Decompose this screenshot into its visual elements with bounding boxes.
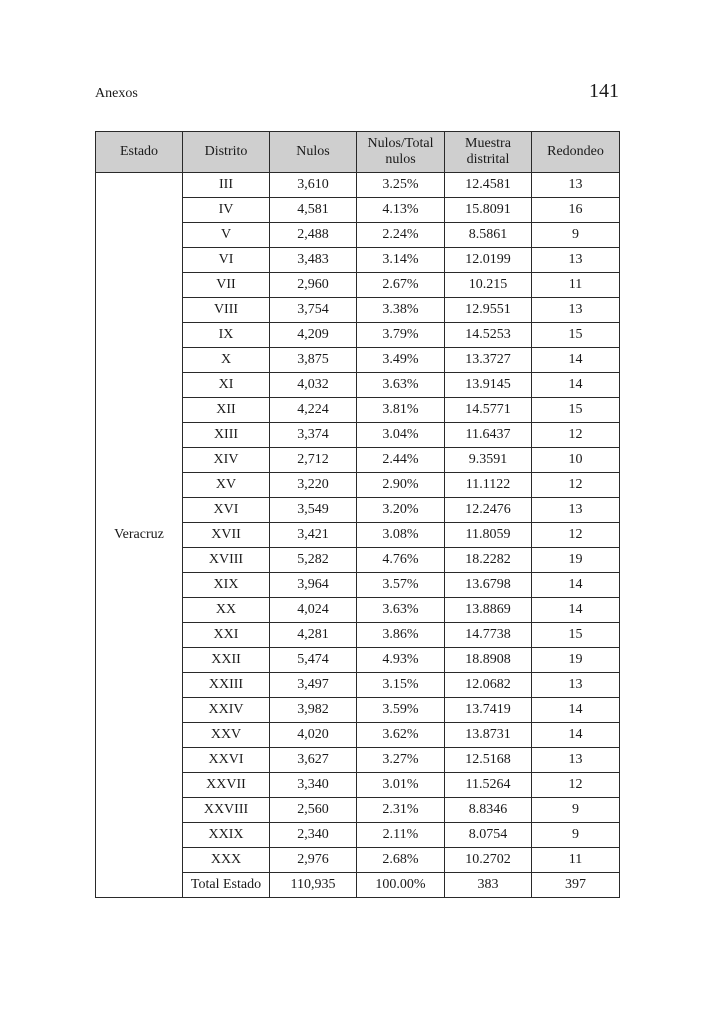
muestra-cell: 14.5253 bbox=[445, 323, 532, 348]
nulos-cell: 3,549 bbox=[270, 498, 357, 523]
distrito-cell: XXVIII bbox=[183, 798, 270, 823]
header-nulos-total: Nulos/Total nulos bbox=[357, 132, 445, 173]
page-number: 141 bbox=[589, 80, 619, 102]
porcentaje-cell: 2.31% bbox=[357, 798, 445, 823]
total-redondeo-cell: 397 bbox=[532, 873, 620, 898]
porcentaje-cell: 3.49% bbox=[357, 348, 445, 373]
muestra-cell: 12.9551 bbox=[445, 298, 532, 323]
distrito-cell: XII bbox=[183, 398, 270, 423]
nulos-cell: 4,224 bbox=[270, 398, 357, 423]
porcentaje-cell: 2.11% bbox=[357, 823, 445, 848]
header-nulos: Nulos bbox=[270, 132, 357, 173]
redondeo-cell: 13 bbox=[532, 173, 620, 198]
muestra-cell: 12.4581 bbox=[445, 173, 532, 198]
muestra-cell: 15.8091 bbox=[445, 198, 532, 223]
nulos-cell: 4,209 bbox=[270, 323, 357, 348]
redondeo-cell: 11 bbox=[532, 848, 620, 873]
distrito-cell: XI bbox=[183, 373, 270, 398]
muestra-cell: 13.8869 bbox=[445, 598, 532, 623]
nulos-cell: 3,220 bbox=[270, 473, 357, 498]
porcentaje-cell: 3.20% bbox=[357, 498, 445, 523]
distrito-cell: XXIX bbox=[183, 823, 270, 848]
redondeo-cell: 12 bbox=[532, 423, 620, 448]
muestra-cell: 12.0682 bbox=[445, 673, 532, 698]
porcentaje-cell: 2.68% bbox=[357, 848, 445, 873]
distrito-cell: XXVI bbox=[183, 748, 270, 773]
nulos-cell: 2,976 bbox=[270, 848, 357, 873]
distrito-cell: XX bbox=[183, 598, 270, 623]
distrito-cell: XVIII bbox=[183, 548, 270, 573]
nulos-cell: 3,497 bbox=[270, 673, 357, 698]
nulos-cell: 3,964 bbox=[270, 573, 357, 598]
redondeo-cell: 12 bbox=[532, 473, 620, 498]
distrito-cell: XXV bbox=[183, 723, 270, 748]
muestra-cell: 14.7738 bbox=[445, 623, 532, 648]
porcentaje-cell: 2.90% bbox=[357, 473, 445, 498]
porcentaje-cell: 3.59% bbox=[357, 698, 445, 723]
muestra-cell: 12.0199 bbox=[445, 248, 532, 273]
redondeo-cell: 10 bbox=[532, 448, 620, 473]
porcentaje-cell: 3.63% bbox=[357, 598, 445, 623]
nulos-cell: 5,474 bbox=[270, 648, 357, 673]
porcentaje-cell: 4.76% bbox=[357, 548, 445, 573]
porcentaje-cell: 2.67% bbox=[357, 273, 445, 298]
distrito-cell: X bbox=[183, 348, 270, 373]
porcentaje-cell: 2.44% bbox=[357, 448, 445, 473]
porcentaje-cell: 2.24% bbox=[357, 223, 445, 248]
muestra-cell: 13.6798 bbox=[445, 573, 532, 598]
porcentaje-cell: 4.13% bbox=[357, 198, 445, 223]
redondeo-cell: 9 bbox=[532, 223, 620, 248]
nulos-cell: 3,374 bbox=[270, 423, 357, 448]
redondeo-cell: 15 bbox=[532, 623, 620, 648]
porcentaje-cell: 3.14% bbox=[357, 248, 445, 273]
redondeo-cell: 13 bbox=[532, 298, 620, 323]
nulos-cell: 2,960 bbox=[270, 273, 357, 298]
header-redondeo: Redondeo bbox=[532, 132, 620, 173]
muestra-cell: 8.0754 bbox=[445, 823, 532, 848]
redondeo-cell: 12 bbox=[532, 773, 620, 798]
muestra-cell: 9.3591 bbox=[445, 448, 532, 473]
running-head: Anexos bbox=[95, 86, 138, 101]
nulos-cell: 3,754 bbox=[270, 298, 357, 323]
nulos-cell: 3,610 bbox=[270, 173, 357, 198]
nulos-cell: 2,488 bbox=[270, 223, 357, 248]
redondeo-cell: 9 bbox=[532, 798, 620, 823]
nulos-cell: 3,421 bbox=[270, 523, 357, 548]
porcentaje-cell: 3.63% bbox=[357, 373, 445, 398]
nulos-cell: 3,340 bbox=[270, 773, 357, 798]
nulos-cell: 3,627 bbox=[270, 748, 357, 773]
redondeo-cell: 14 bbox=[532, 573, 620, 598]
distrito-cell: XVI bbox=[183, 498, 270, 523]
muestra-cell: 14.5771 bbox=[445, 398, 532, 423]
distrito-cell: XVII bbox=[183, 523, 270, 548]
porcentaje-cell: 3.79% bbox=[357, 323, 445, 348]
table-row bbox=[96, 173, 620, 198]
muestra-cell: 11.6437 bbox=[445, 423, 532, 448]
redondeo-cell: 19 bbox=[532, 548, 620, 573]
distrito-cell: XIX bbox=[183, 573, 270, 598]
estado-cell: Veracruz bbox=[96, 173, 183, 898]
redondeo-cell: 12 bbox=[532, 523, 620, 548]
muestra-cell: 8.5861 bbox=[445, 223, 532, 248]
nulos-cell: 3,982 bbox=[270, 698, 357, 723]
distrito-cell: XIV bbox=[183, 448, 270, 473]
redondeo-cell: 14 bbox=[532, 598, 620, 623]
nulos-cell: 4,032 bbox=[270, 373, 357, 398]
redondeo-cell: 15 bbox=[532, 323, 620, 348]
porcentaje-cell: 3.27% bbox=[357, 748, 445, 773]
porcentaje-cell: 3.57% bbox=[357, 573, 445, 598]
distrito-cell: VI bbox=[183, 248, 270, 273]
distrito-cell: XXVII bbox=[183, 773, 270, 798]
distrito-cell: XXIV bbox=[183, 698, 270, 723]
redondeo-cell: 11 bbox=[532, 273, 620, 298]
muestra-cell: 10.215 bbox=[445, 273, 532, 298]
muestra-cell: 13.8731 bbox=[445, 723, 532, 748]
muestra-cell: 18.2282 bbox=[445, 548, 532, 573]
nulos-cell: 4,024 bbox=[270, 598, 357, 623]
muestra-cell: 10.2702 bbox=[445, 848, 532, 873]
distrito-cell: IX bbox=[183, 323, 270, 348]
muestra-cell: 11.1122 bbox=[445, 473, 532, 498]
distrito-cell: VII bbox=[183, 273, 270, 298]
muestra-cell: 11.8059 bbox=[445, 523, 532, 548]
redondeo-cell: 13 bbox=[532, 748, 620, 773]
nulos-cell: 4,581 bbox=[270, 198, 357, 223]
redondeo-cell: 13 bbox=[532, 248, 620, 273]
porcentaje-cell: 3.15% bbox=[357, 673, 445, 698]
redondeo-cell: 13 bbox=[532, 673, 620, 698]
redondeo-cell: 15 bbox=[532, 398, 620, 423]
redondeo-cell: 13 bbox=[532, 498, 620, 523]
nulos-cell: 2,560 bbox=[270, 798, 357, 823]
muestra-cell: 18.8908 bbox=[445, 648, 532, 673]
redondeo-cell: 14 bbox=[532, 348, 620, 373]
nulos-cell: 4,281 bbox=[270, 623, 357, 648]
header-muestra-distrital: Muestra distrital bbox=[445, 132, 532, 173]
porcentaje-cell: 3.38% bbox=[357, 298, 445, 323]
header-row bbox=[96, 132, 620, 173]
porcentaje-cell: 3.86% bbox=[357, 623, 445, 648]
porcentaje-cell: 3.62% bbox=[357, 723, 445, 748]
redondeo-cell: 19 bbox=[532, 648, 620, 673]
total-nulos-cell: 110,935 bbox=[270, 873, 357, 898]
nulos-cell: 3,483 bbox=[270, 248, 357, 273]
distrito-cell: XXII bbox=[183, 648, 270, 673]
distrito-cell: XXIII bbox=[183, 673, 270, 698]
muestra-cell: 12.5168 bbox=[445, 748, 532, 773]
nulos-cell: 3,875 bbox=[270, 348, 357, 373]
header-estado: Estado bbox=[96, 132, 183, 173]
muestra-cell: 13.9145 bbox=[445, 373, 532, 398]
porcentaje-cell: 3.01% bbox=[357, 773, 445, 798]
redondeo-cell: 14 bbox=[532, 723, 620, 748]
distrito-cell: V bbox=[183, 223, 270, 248]
distrito-cell: III bbox=[183, 173, 270, 198]
muestra-cell: 11.5264 bbox=[445, 773, 532, 798]
distrito-cell: IV bbox=[183, 198, 270, 223]
distrito-cell: XV bbox=[183, 473, 270, 498]
distrito-cell: XXX bbox=[183, 848, 270, 873]
muestra-cell: 12.2476 bbox=[445, 498, 532, 523]
porcentaje-cell: 3.04% bbox=[357, 423, 445, 448]
porcentaje-cell: 4.93% bbox=[357, 648, 445, 673]
district-sample-table bbox=[95, 131, 620, 898]
total-muestra-cell: 383 bbox=[445, 873, 532, 898]
nulos-cell: 2,712 bbox=[270, 448, 357, 473]
porcentaje-cell: 3.08% bbox=[357, 523, 445, 548]
porcentaje-cell: 3.25% bbox=[357, 173, 445, 198]
distrito-cell: XXI bbox=[183, 623, 270, 648]
header-distrito: Distrito bbox=[183, 132, 270, 173]
distrito-cell: XIII bbox=[183, 423, 270, 448]
nulos-cell: 4,020 bbox=[270, 723, 357, 748]
muestra-cell: 13.3727 bbox=[445, 348, 532, 373]
distrito-cell: VIII bbox=[183, 298, 270, 323]
muestra-cell: 13.7419 bbox=[445, 698, 532, 723]
redondeo-cell: 9 bbox=[532, 823, 620, 848]
total-label-cell: Total Estado bbox=[183, 873, 270, 898]
porcentaje-cell: 3.81% bbox=[357, 398, 445, 423]
nulos-cell: 2,340 bbox=[270, 823, 357, 848]
redondeo-cell: 16 bbox=[532, 198, 620, 223]
muestra-cell: 8.8346 bbox=[445, 798, 532, 823]
redondeo-cell: 14 bbox=[532, 373, 620, 398]
redondeo-cell: 14 bbox=[532, 698, 620, 723]
nulos-cell: 5,282 bbox=[270, 548, 357, 573]
total-porcentaje-cell: 100.00% bbox=[357, 873, 445, 898]
